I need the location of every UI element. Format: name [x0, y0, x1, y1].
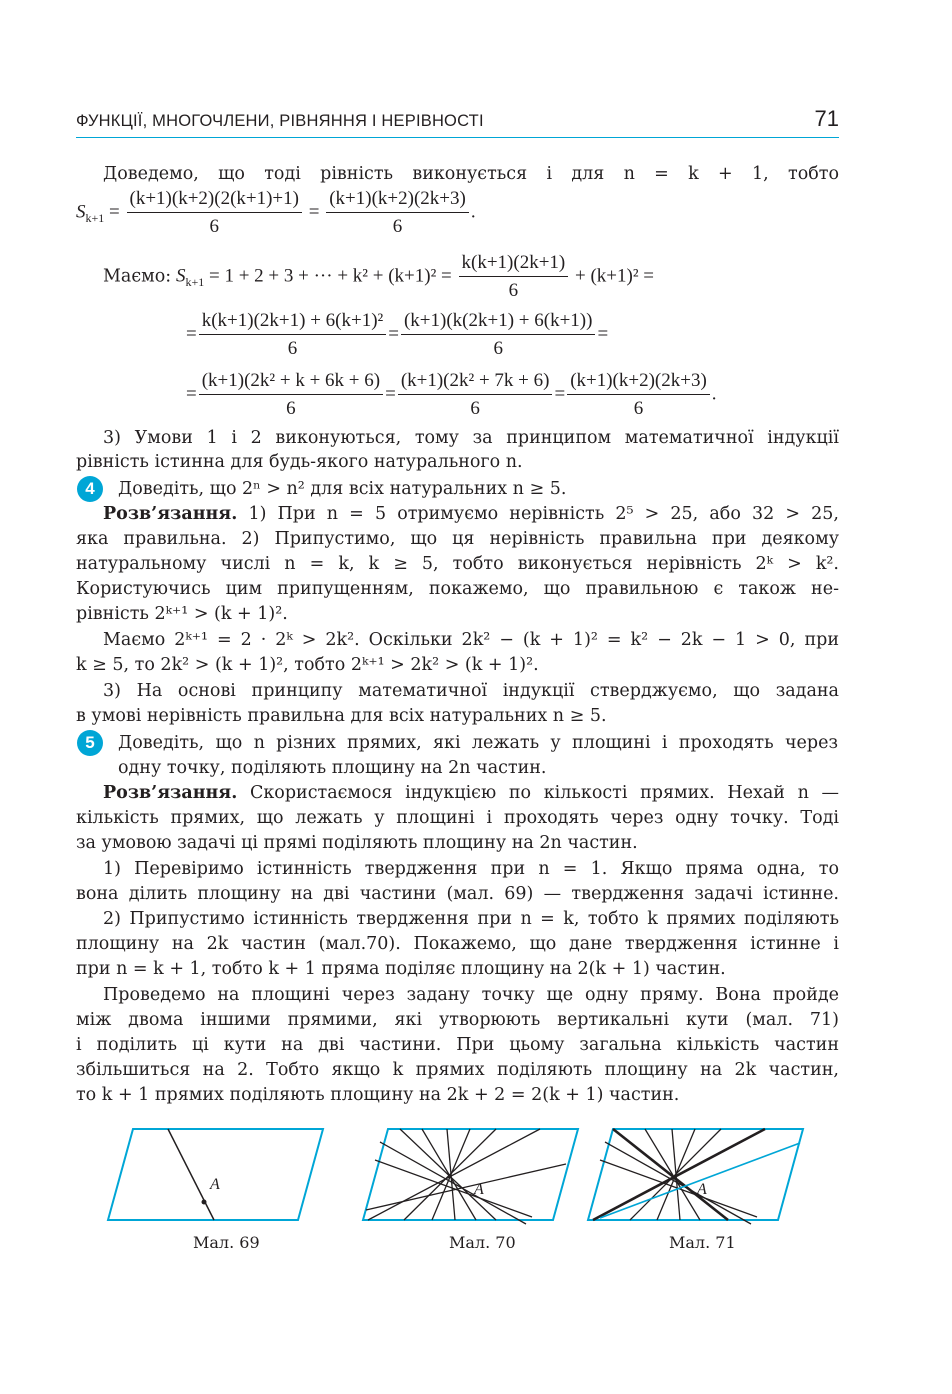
formula-lhs: S [76, 201, 86, 223]
problem-badge: 4 [77, 476, 103, 502]
line [168, 1129, 214, 1220]
figure-70 [363, 1129, 578, 1224]
problem4-line: Маємо 2ᵏ⁺¹ = 2 · 2ᵏ > 2k². Оскільки 2k² − (k + 1)² = k² − 2k − 1 > 0, при [103, 630, 839, 650]
fraction-denominator: 6 [392, 216, 403, 237]
problem5-line: при n = k + 1, тобто k + 1 пряма поділяє площину на 2(k + 1) частин. [76, 959, 726, 979]
problem4-line: Користуючись цим припущенням, покажемо, що правильною є також не- [76, 579, 839, 599]
running-header: ФУНКЦІЇ, МНОГОЧЛЕНИ, РІВНЯННЯ І НЕРІВНОСТІ [76, 112, 484, 130]
figure-69 [108, 1129, 323, 1220]
derivation-lhs-sub: k+1 [185, 275, 205, 290]
problem5-line: площину на 2k частин (мал.70). Покажемо, що дане твердження істинне і [76, 934, 839, 954]
fraction-denominator: 6 [209, 216, 219, 237]
problem5-line: між двома іншими прямими, які утворюють вертикальні кути (мал. 71) [76, 1010, 839, 1030]
solution-label: Розв’язання. [103, 783, 238, 803]
page-number: 71 [814, 106, 839, 131]
proof-intro: Доведемо, що тоді рівність виконується і для n = k + 1, тобто [103, 164, 839, 184]
problem4-line: рівність 2ᵏ⁺¹ > (k + 1)². [76, 604, 288, 624]
derivation-line-2: = $\frac{\text{k(k+1)(2k+1) + 6(k+1)²}}{6}$ = $\frac{(k+1)(k(2k+1) + 6(k+1))}{6}$ = [186, 310, 609, 359]
problem5-line: і поділить ці кути на дві частини. При цьому загальна кількість частин [76, 1035, 839, 1055]
fraction-numerator: (k+1)(2k² + k + 6k + 6) [199, 370, 383, 395]
derivation-lhs: S [175, 265, 186, 287]
fraction-numerator: (k+1)(k+2)(2k+3) [567, 370, 710, 395]
fraction-numerator: (k+1)(k(2k+1) + 6(k+1)) [401, 310, 595, 335]
problem4-line: в умові нерівність правильна для всіх натуральних n ≥ 5. [76, 706, 607, 726]
fraction-denominator: 6 [286, 398, 296, 419]
point-a [202, 1200, 207, 1205]
fraction-numerator: (k+1)(2k² + 7k + 6) [398, 370, 553, 395]
problem4-line: 3) На основі принципу математичної індукції стверджуємо, що задана [103, 681, 839, 701]
figure-caption: Мал. 69 [193, 1233, 260, 1252]
solution-label: Розв’язання. [103, 504, 238, 524]
problem5-statement: Доведіть, що n різних прямих, які лежать у площині і проходять через [118, 733, 838, 753]
line [380, 1142, 526, 1224]
problem5-line: то k + 1 прямих поділяють площину на 2k + 2 = 2(k + 1) частин. [76, 1085, 680, 1105]
derivation-tail: + (k+1)² = [575, 265, 654, 287]
formula-lhs-sub: k+1 [85, 211, 105, 226]
problem5-line: 1) Перевіримо істинність твердження при n = 1. Якщо пряма одна, то [103, 859, 839, 879]
figure-71 [588, 1129, 803, 1224]
fraction-numerator: (k+1)(k+2)(2(k+1)+1) [127, 188, 302, 213]
line [645, 1129, 700, 1220]
problem5-text: Скористаємося індукцією по кількості прямих. Нехай n — [249, 783, 839, 803]
derivation-label: Маємо: [103, 266, 172, 287]
fraction-denominator: 6 [633, 398, 644, 419]
problem4-line: k ≥ 5, то 2k² > (k + 1)², тобто 2ᵏ⁺¹ > 2k² > (k + 1)². [76, 655, 539, 675]
point-label: A [474, 1181, 484, 1198]
step3-line: 3) Умови 1 і 2 виконуються, тому за принципом математичної індукції [103, 428, 839, 448]
step3-line: рівність істинна для будь-якого натурального n. [76, 452, 523, 472]
problem-badge: 5 [77, 730, 103, 756]
derivation-sum: = 1 + 2 + 3 + ··· + k² + (k+1)² = [208, 265, 452, 287]
problem4-statement: Доведіть, що 2ⁿ > n² для всіх натуральних n ≥ 5. [118, 479, 567, 499]
point-label: A [697, 1181, 707, 1198]
figure-caption: Мал. 71 [669, 1233, 736, 1252]
fraction-numerator: k(k+1)(2k+1) + 6(k+1)² [199, 310, 387, 335]
line [422, 1129, 476, 1220]
line [630, 1129, 721, 1220]
derivation-line-3: = $\frac{\text{(k+1)(2k² + k + 6k + 6)}}{6}$ = $\frac{\text{(k+1)(2k² + 7k + 6)}}{6}$ = $\frac{(k+1)(k+2)(2k+3)}{6}$ . [186, 370, 717, 419]
problem5-line: Проведемо на площині через задану точку ще одну пряму. Вона пройде [103, 985, 839, 1005]
fraction-denominator: 6 [508, 280, 519, 301]
problem5-line: за умовою задачі ці прямі поділяють площину на 2n частин. [76, 833, 638, 853]
problem4-line: яка правильна. 2) Припустимо, що ця нерівність правильна при деякому [76, 529, 839, 549]
plane-parallelogram [108, 1129, 323, 1220]
fraction-denominator: 6 [493, 338, 503, 359]
problem5-line: вона ділить площину на дві частини (мал. 69) — твердження задачі істинне. [76, 884, 839, 904]
problem5-line: збільшиться на 2. Тобто якщо k прямих поділяють площину на 2k частин, [76, 1060, 839, 1080]
formula-s-k1: $S_{k+1}$ = $\frac{(k+1)(k+2)(2(k+1)+1)}{6}$ = $\frac{(k+1)(k+2)(2k+3)}{6}$ . [76, 188, 476, 237]
fraction-denominator: 6 [287, 338, 298, 359]
problem5-line: кількість прямих, що лежать у площині і проходять через одну точку. Тоді [76, 808, 839, 828]
problem5-statement: одну точку, поділяють площину на 2n частин. [118, 758, 547, 778]
problem5-line: 2) Припустимо істинність твердження при n = k, тобто k прямих поділяють [103, 909, 839, 929]
line [605, 1142, 751, 1224]
figure-caption: Мал. 70 [449, 1233, 516, 1252]
fraction-numerator: k(k+1)(2k+1) [459, 252, 569, 277]
problem4-text: 1) При n = 5 отримуємо нерівність 2⁵ > 25, або 32 > 25, [248, 504, 839, 524]
problem4-line: натуральному числі n = k, k ≥ 5, тобто виконується нерівність 2ᵏ > k². [76, 554, 839, 574]
fraction-denominator: 6 [470, 398, 480, 419]
point-label: A [210, 1176, 220, 1193]
fraction-numerator: (k+1)(k+2)(2k+3) [326, 188, 469, 213]
plane-parallelogram [363, 1129, 578, 1220]
